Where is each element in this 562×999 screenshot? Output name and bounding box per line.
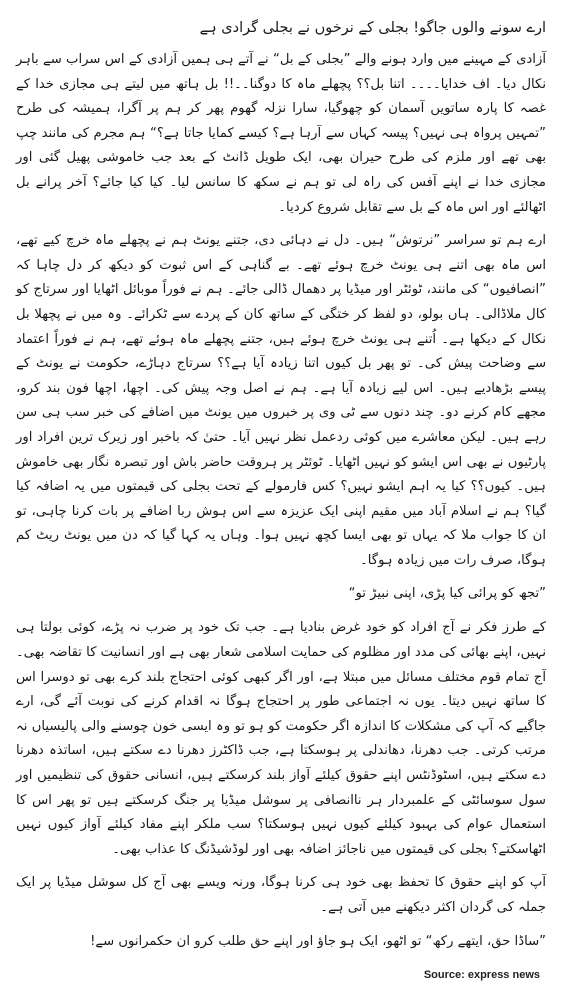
quote-line: ”تجھ کو پرائی کیا پڑی، اپنی نبیڑ تو“ bbox=[348, 586, 546, 602]
closing-line: ”ساڈا حق، ایتھے رکھ“ تو اٹھو، ایک ہو جاؤ اور اپنے حق طلب کرو ان حکمرانوں سے! bbox=[90, 933, 546, 949]
article-body bbox=[16, 16, 546, 954]
paragraph-1: آزادی کے مہینے میں وارد ہونے والے ”بجلی کے بل“ نے آتے ہی ہمیں آزادی کے اس سراب سے باہر نکال دیا۔ اف خدایا۔۔۔۔ اتنا بل؟؟ پچھلے ماہ کا دوگنا۔۔!! بل ہاتھ میں لیتے ہی مجازی خدا کے غصہ کا پارہ ساتویں آسمان کو چھوگیا، سارا نزلہ گھوم پھر کر ہم پر آگرا، ہمیشہ کی طرح ”تمہیں پرواہ ہی نہیں؟ پیسہ کہاں سے آرہا ہے؟ کیسے کمایا جاتا ہے؟“ ہم مجرم کی مانند چپ بھی تھے اور ملزم کی طرح حیران بھی، ایک طویل ڈانٹ کے بعد جب خاموشی پھیل گئی اور مجازی خدا نے اپنے آفس کی راہ لی تو ہم نے سکھ کا سانس لیا۔ کیا کیا جائے؟ آخر پرانے بل اٹھالئے اور اس ماہ کے بل سے تقابل شروع کردیا۔ bbox=[16, 52, 546, 215]
paragraph-2: ارے ہم تو سراسر ”نرتوش“ ہیں۔ دل نے دہائی دی، جتنے یونٹ ہم نے پچھلے ماہ خرچ کیے تھے، اس ماہ بھی اتنے ہی یونٹ خرچ ہوئے تھے۔ بے گناہی کے اس ثبوت کو دیکھ کر دل چاہا کہ ”انصافیوں“ کی مانند، ٹوئٹر اور میڈیا پر دھمال ڈالی جائے۔ ہم نے فوراً موبائل اٹھایا اور سرتاج کو کال ملاڈالی۔ ہاں بولو، دو لفظ کر ختگی کے ساتھ کان کے پردے سے ٹکرائے۔ وہ میں نے پچھلا بل نکال کے دیکھا ہے۔ اُتنے ہی یونٹ خرچ ہوئے ہیں، جتنے پچھلے ماہ ہوئے تھے، ہم نے فوراً اعتماد سے وضاحت پیش کی۔ تو پھر بل کیوں اتنا زیادہ آیا ہے؟؟ سرتاج دہاڑے، حکومت نے یونٹ کے پیسے بڑھادیے ہیں۔ اس لیے زیادہ آیا ہے۔ ہم نے اصل وجہ پیش کی۔ اچھا، اچھا فون بند کرو، مجھے کام کرنے دو۔ چند دنوں سے ٹی وی پر خبروں میں یونٹ میں اضافے کی خبر سب ہی سن رہے ہیں۔ لیکن معاشرے میں کوئی ردعمل نظر نہیں آیا۔ حتیٰ کہ باخبر اور زیرک ترین افراد اور پارٹیوں نے بھی اس ایشو کو نہیں اٹھایا۔ ٹوئٹر پر ہروقت حاضر باش اور تبصرہ نگار بھی خاموش ہیں۔ کیوں؟؟ کیا یہ اہم ایشو نہیں؟ کس فارمولے کے تحت بجلی کی قیمتوں میں یہ اضافہ کیا گیا؟ ہم نے اسلام آباد میں مقیم اپنی ایک عزیزہ سے اس ہوش ربا اضافے پر بات کرنا چاہی، تو ان کا جواب ملا کہ یہاں تو بھی ایسا کچھ نہیں ہوا۔ وہاں یہ کہا گیا کہ دن میں یونٹ ریٹ کم ہوگا، صرف رات میں زیادہ ہوگا۔ bbox=[16, 233, 546, 568]
source-credit: Source: express news bbox=[423, 969, 540, 981]
article-title: ارے سونے والوں جاگو! بجلی کے نرخوں نے بجلی گرادی ہے bbox=[199, 20, 546, 36]
paragraph-3: کے طرز فکر نے آج افراد کو خود غرض بنادیا ہے۔ جب تک خود پر ضرب نہ پڑے، کوئی بولتا ہی نہیں، اپنے بھائی کی مدد اور مظلوم کی حمایت اسلامی شعار بھی ہے اور انسانیت کا تقاضہ بھی۔ آج تمام قوم مختلف مسائل میں مبتلا ہے، اور اگر کبھی کوئی احتجاج بلند کرے بھی تو دوسرا اس کا ساتھ نہیں دیتا۔ یوں نہ اجتماعی طور پر احتجاج ہوگا نہ اقدام کرنے کی نوبت آئے گی، ارے جاگیے کہ آپ کی مشکلات کا اندازہ اگر حکومت کو ہو تو وہ ایسی خون چوسنے والی پالیسیاں نہ مرتب کرتی۔ جب دھرنا، دھاندلی پر ہوسکتا ہے، جب ڈاکٹرز دھرنا دے سکتے ہیں، اساتذہ دھرنا دے سکتے ہیں، اسٹوڈنٹس اپنے حقوق کیلئے آواز بلند کرسکتے ہیں، انسانی حقوق کی تنظیمیں اور سول سوسائٹی کے علمبردار ہر ناانصافی پر سوشل میڈیا پر جنگ کرسکتے ہیں تو پھر اس کا استعمال عوام کی بہبود کیلئے کیوں نہیں ہوسکتا؟ سب ملکر اپنے مفاد کیلئے آواز کیوں نہیں اٹھاسکتے؟ بجلی کی قیمتوں میں ناجائز اضافہ بھی اور لوڈشیڈنگ کا عذاب بھی۔ bbox=[16, 620, 546, 857]
paragraph-4: آپ کو اپنے حقوق کا تحفظ بھی خود ہی کرنا ہوگا، ورنہ ویسے بھی آج کل سوشل میڈیا پر ایک جملہ کی گردان اکثر دیکھنے میں آتی ہے۔ bbox=[16, 875, 546, 915]
